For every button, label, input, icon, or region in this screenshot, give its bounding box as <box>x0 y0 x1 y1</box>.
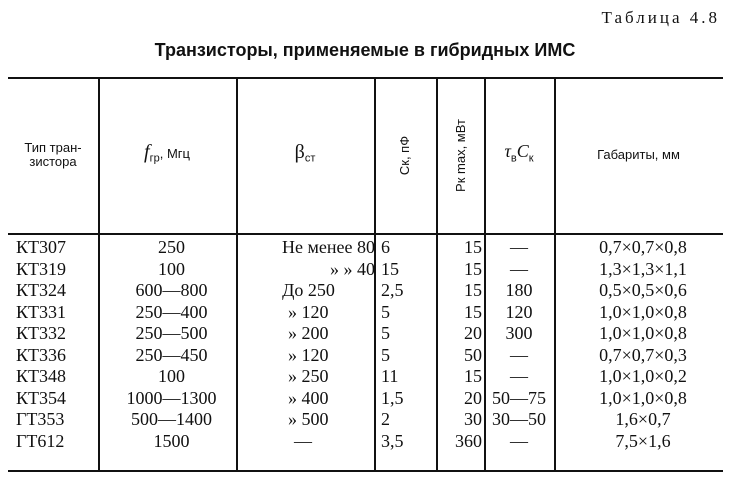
table-row <box>8 302 723 323</box>
cell-dims: 1,6×0,7 <box>615 409 671 429</box>
cell-fgr: 100 <box>158 258 185 279</box>
cell-pkmax: 15 <box>464 301 482 322</box>
cell-type: КТ332 <box>16 323 67 343</box>
cell-tau: 180 <box>505 280 533 300</box>
cell-type: ГТ612 <box>16 430 65 451</box>
table-top-border <box>8 77 723 79</box>
cell-beta: » 500 <box>288 409 329 429</box>
cell-beta: » » 40 <box>330 258 375 279</box>
cell-tau: — <box>510 430 528 451</box>
cell-dims: 1,0×1,0×0,8 <box>599 323 687 343</box>
table-row <box>8 366 723 387</box>
cell-pkmax: 360 <box>455 430 482 451</box>
cell-pkmax: 15 <box>464 366 482 386</box>
cell-pkmax: 15 <box>464 280 482 300</box>
cell-tau: — <box>510 344 528 365</box>
header-divider <box>8 233 723 235</box>
header-fgr: $f_{гр}$, Мгц <box>144 140 190 165</box>
cell-fgr: 100 <box>158 366 185 386</box>
table-row <box>8 237 723 258</box>
cell-beta: До 250 <box>282 280 335 300</box>
cell-ck: 5 <box>381 344 390 365</box>
cell-type: КТ324 <box>16 280 67 300</box>
cell-beta: » 200 <box>288 323 329 343</box>
cell-ck: 2 <box>381 409 390 429</box>
cell-pkmax: 20 <box>464 323 482 343</box>
table-bottom-border <box>8 470 723 472</box>
cell-fgr: 600—800 <box>135 280 208 300</box>
cell-beta: — <box>294 430 312 451</box>
cell-tau: 50—75 <box>492 387 546 408</box>
table-row <box>8 259 723 280</box>
cell-type: КТ307 <box>16 237 67 257</box>
table-row <box>8 345 723 366</box>
cell-beta: » 120 <box>288 344 329 365</box>
cell-dims: 0,5×0,5×0,6 <box>599 280 687 300</box>
cell-type: КТ348 <box>16 366 67 386</box>
table-caption: Таблица 4.8 <box>601 8 720 27</box>
table-row <box>8 280 723 301</box>
cell-fgr: 250—500 <box>135 323 208 343</box>
cell-dims: 0,7×0,7×0,8 <box>599 237 687 257</box>
cell-tau: — <box>510 258 528 279</box>
cell-dims: 7,5×1,6 <box>615 430 671 451</box>
header-type: Тип тран- зистора <box>24 140 82 169</box>
cell-ck: 6 <box>381 237 390 257</box>
table-row <box>8 409 723 430</box>
cell-tau: — <box>510 237 528 257</box>
header-ck: Cк, пФ <box>397 135 413 175</box>
cell-dims: 1,0×1,0×0,8 <box>599 301 687 322</box>
cell-fgr: 1000—1300 <box>126 387 217 408</box>
table-title: Транзисторы, применяемые в гибридных ИМС <box>154 40 576 60</box>
header-dims: Габариты, мм <box>597 147 680 162</box>
cell-fgr: 500—1400 <box>131 409 212 429</box>
cell-pkmax: 30 <box>464 409 482 429</box>
header-beta: $\beta_{ст}$ <box>294 140 316 165</box>
cell-ck: 1,5 <box>381 387 404 408</box>
cell-type: КТ336 <box>16 344 67 365</box>
cell-type: КТ319 <box>16 258 67 279</box>
transistor-table <box>8 77 723 472</box>
cell-dims: 1,3×1,3×1,1 <box>599 258 687 279</box>
cell-ck: 2,5 <box>381 280 404 300</box>
cell-pkmax: 15 <box>464 237 482 257</box>
cell-tau: 30—50 <box>492 409 546 429</box>
cell-pkmax: 50 <box>464 344 482 365</box>
cell-type: ГТ353 <box>16 409 65 429</box>
cell-beta: » 400 <box>288 387 329 408</box>
cell-dims: 1,0×1,0×0,2 <box>599 366 687 386</box>
cell-beta: » 250 <box>288 366 329 386</box>
cell-dims: 1,0×1,0×0,8 <box>599 387 687 408</box>
cell-beta: » 120 <box>288 301 329 322</box>
cell-dims: 0,7×0,7×0,3 <box>599 344 687 365</box>
cell-pkmax: 20 <box>464 387 482 408</box>
cell-ck: 15 <box>381 258 399 279</box>
cell-beta: Не менее 80 <box>282 237 375 257</box>
cell-fgr: 250 <box>158 237 185 257</box>
table-row <box>8 388 723 409</box>
cell-fgr: 250—450 <box>135 344 208 365</box>
cell-tau: — <box>510 366 528 386</box>
cell-tau: 120 <box>505 301 533 322</box>
cell-ck: 11 <box>381 366 399 386</box>
table-row <box>8 323 723 344</box>
cell-type: КТ331 <box>16 301 67 322</box>
cell-ck: 5 <box>381 323 390 343</box>
cell-fgr: 250—400 <box>135 301 208 322</box>
header-pkmax: Pк max, мВт <box>452 118 468 192</box>
cell-fgr: 1500 <box>153 430 190 451</box>
cell-type: КТ354 <box>16 387 67 408</box>
header-tau-ck: $\tau_вC_к$ <box>504 141 534 165</box>
cell-ck: 3,5 <box>381 430 404 451</box>
cell-ck: 5 <box>381 301 390 322</box>
cell-pkmax: 15 <box>464 258 482 279</box>
cell-tau: 300 <box>505 323 533 343</box>
table-row <box>8 431 723 452</box>
